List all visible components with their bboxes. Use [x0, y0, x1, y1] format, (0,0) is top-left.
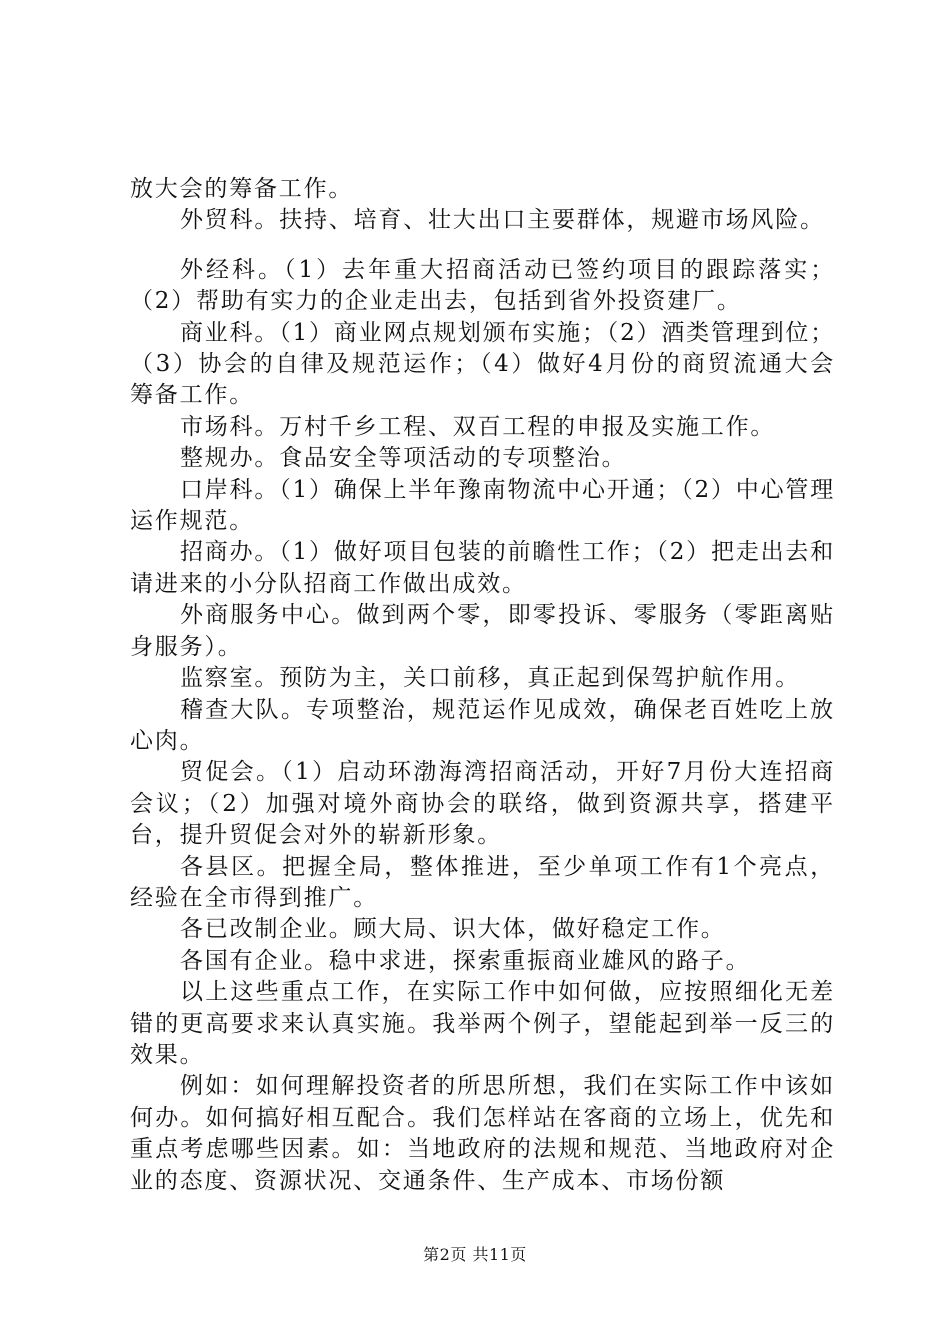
paragraph-investment-office: 招商办。（1）做好项目包装的前瞻性工作；（2）把走出去和请进来的小分队招商工作做出成效。 [130, 539, 835, 597]
paragraph-foreign-service-center: 外商服务中心。做到两个零，即零投诉、零服务（零距离贴身服务）。 [130, 602, 835, 660]
document-body [130, 174, 835, 1197]
paragraph-supervision: 监察室。预防为主，关口前移，真正起到保驾护航作用。 [180, 665, 800, 692]
paragraph-commerce: 商业科。（1）商业网点规划颁布实施；（2）酒类管理到位；（3）协会的自律及规范运作；（4）做好4月份的商贸流通大会筹备工作。 [130, 319, 835, 409]
paragraph-foreign-economic: 外经科。（1）去年重大招商活动已签约项目的跟踪落实；（2）帮助有实力的企业走出去，包括到省外投资建厂。 [130, 256, 835, 315]
paragraph-continuation: 放大会的筹备工作。 [130, 176, 354, 202]
paragraph-trade-promotion: 贸促会。（1）启动环渤海湾招商活动，开好7月份大连招商会议；（2）加强对境外商协会的联络，做到资源共享，搭建平台，提升贸促会对外的崭新形象。 [130, 759, 835, 849]
paragraph-example: 例如：如何理解投资者的所思所想，我们在实际工作中该如何办。如何搞好相互配合。我们怎样站在客商的立场上，优先和重点考虑哪些因素。如：当地政府的法规和规范、当地政府对企业的态度、资源状况、交通条件、生产成本、市场份额 [130, 1073, 835, 1194]
paragraph-restructured-enterprises: 各已改制企业。顾大局、识大体，做好稳定工作。 [180, 916, 726, 943]
paragraph-regulation-office: 整规办。食品安全等项活动的专项整治。 [180, 445, 627, 472]
paragraph-inspection-team: 稽查大队。专项整治，规范运作见成效，确保老百姓吃上放心肉。 [130, 696, 835, 754]
paragraph-state-enterprises: 各国有企业。稳中求进，探索重振商业雄风的路子。 [180, 947, 751, 974]
page-number-footer: 第2页 共11页 [423, 1245, 527, 1264]
paragraph-port: 口岸科。（1）确保上半年豫南物流中心开通；（2）中心管理运作规范。 [130, 476, 835, 535]
paragraph-counties: 各县区。把握全局，整体推进，至少单项工作有1个亮点，经验在全市得到推广。 [130, 853, 835, 911]
paragraph-market: 市场科。万村千乡工程、双百工程的申报及实施工作。 [180, 413, 776, 440]
paragraph-foreign-trade: 外贸科。扶持、培育、壮大出口主要群体，规避市场风险。 [180, 207, 825, 234]
paragraph-summary: 以上这些重点工作，在实际工作中如何做，应按照细化无差错的更高要求来认真实施。我举两个例子，望能起到举一反三的效果。 [130, 979, 835, 1068]
